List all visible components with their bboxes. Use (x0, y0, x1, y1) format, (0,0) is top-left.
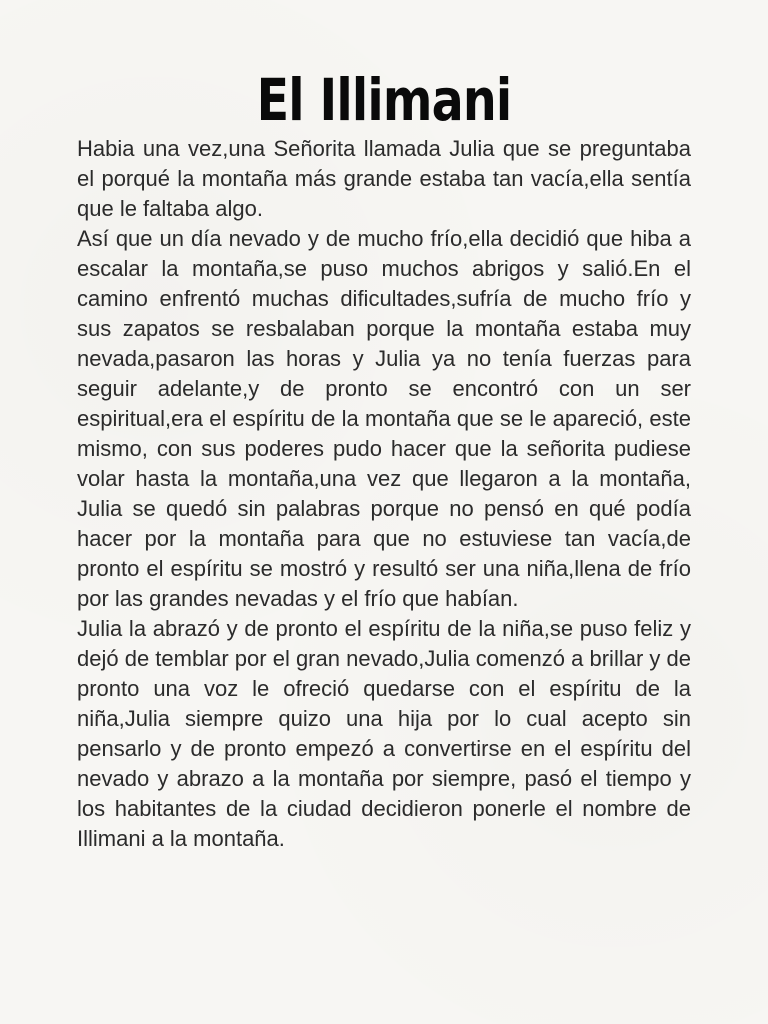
story-paragraph-1: Habia una vez,una Señorita llamada Julia que se preguntaba el porqué la montaña más grande estaba tan vacía,ella sentía que le faltaba algo. (77, 136, 691, 221)
story-body (77, 134, 691, 854)
story-paragraph-2: Así que un día nevado y de mucho frío,ella decidió que hiba a escalar la montaña,se puso muchos abrigos y salió.En el camino enfrentó muchas dificultades,sufría de mucho frío y sus zapatos se resbalaban porque la montaña estaba muy nevada,pasaron las horas y Julia ya no tenía fuerzas para seguir adelante,y de pronto se encontró con un ser espiritual,era el espíritu de la montaña que se le apareció, este mismo, con sus poderes pudo hacer que la señorita pudiese volar hasta la montaña,una vez que llegaron a la montaña, Julia se quedó sin palabras porque no pensó en qué podía hacer por la montaña para que no estuviese tan vacía,de pronto el espíritu se mostró y resultó ser una niña,llena de frío por las grandes nevadas y el frío que habían. (77, 226, 691, 611)
document-title: El Illimani (256, 66, 512, 134)
story-paragraph-3: Julia la abrazó y de pronto el espíritu de la niña,se puso feliz y dejó de temblar por el gran nevado,Julia comenzó a brillar y de pronto una voz le ofreció quedarse con el espíritu de la niña,Julia siempre quizo una hija por lo cual acepto sin pensarlo y de pronto empezó a convertirse en el espíritu del nevado y abrazo a la montaña por siempre, pasó el tiempo y los habitantes de la ciudad decidieron ponerle el nombre de Illimani a la montaña. (77, 616, 691, 851)
